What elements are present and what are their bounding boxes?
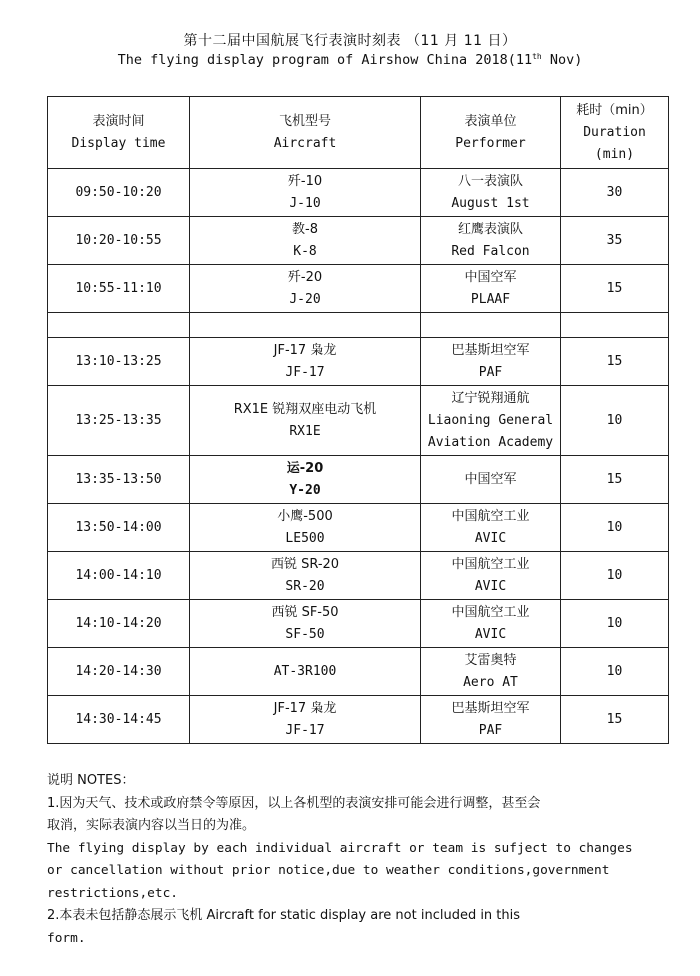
cell-performer-en: Aero AT — [463, 674, 518, 690]
cell-performer-en: Red Falcon — [451, 243, 530, 259]
cell-duration: 10 — [561, 552, 669, 600]
cell-performer-en: PAF — [478, 364, 503, 380]
header-duration-unit: (min) — [594, 146, 635, 162]
table-row — [48, 600, 669, 648]
title-english-suffix: Nov) — [541, 52, 583, 68]
note-1-en-line-3: restrictions,etc. — [47, 885, 178, 901]
cell-aircraft-zh: 歼-20 — [287, 269, 323, 285]
cell-duration: 15 — [561, 456, 669, 504]
cell-time: 14:20-14:30 — [48, 648, 190, 696]
cell-aircraft-zh: 教-8 — [292, 221, 318, 237]
cell-aircraft — [190, 386, 421, 456]
cell-duration: 35 — [561, 217, 669, 265]
table-row — [48, 265, 669, 313]
cell-performer — [421, 552, 561, 600]
cell-aircraft-zh: AT-3R100 — [273, 663, 337, 679]
cell-performer-zh: 八一表演队 — [457, 173, 523, 189]
cell-performer-en: PLAAF — [470, 291, 511, 307]
cell-performer — [421, 648, 561, 696]
cell-performer-en: AVIC — [474, 578, 507, 594]
note-1-en-line-2: or cancellation without prior notice,due to weather conditions,government — [47, 863, 610, 878]
cell-performer-en: Liaoning General — [427, 412, 554, 428]
cell-aircraft-en: J-10 — [289, 195, 321, 211]
cell-performer — [421, 217, 561, 265]
cell-time: 14:00-14:10 — [48, 552, 190, 600]
cell-time: 10:55-11:10 — [48, 265, 190, 313]
cell-aircraft-en: Y-20 — [289, 482, 321, 498]
cell-duration: 15 — [561, 696, 669, 744]
table-row — [48, 456, 669, 504]
header-duration-zh: 耗时（min） — [576, 102, 653, 118]
header-time — [48, 97, 190, 169]
title-english-sup: th — [532, 52, 542, 61]
schedule-table — [47, 96, 669, 744]
cell-duration: 30 — [561, 169, 669, 217]
table-row-blank — [48, 313, 669, 338]
cell-aircraft-en: JF-17 — [285, 364, 325, 380]
header-time-en: Display time — [71, 135, 166, 151]
cell-performer-zh: 红鹰表演队 — [457, 221, 523, 237]
table-header-row — [48, 97, 669, 169]
cell-time: 14:30-14:45 — [48, 696, 190, 744]
notes-section — [47, 770, 677, 950]
cell-duration: 10 — [561, 504, 669, 552]
header-time-zh: 表演时间 — [92, 113, 145, 129]
cell-aircraft-zh: 西锐 SR-20 — [270, 556, 340, 572]
cell-performer-zh: 巴基斯坦空军 — [451, 700, 530, 716]
title-english — [0, 52, 700, 68]
table-row — [48, 386, 669, 456]
note-1-en-line-1: The flying display by each individual aircraft or team is sufject to changes — [47, 840, 633, 856]
note-2-line-2: form. — [47, 930, 86, 946]
cell-aircraft-zh: RX1E 锐翔双座电动飞机 — [233, 401, 377, 417]
cell-performer-zh: 中国航空工业 — [451, 556, 530, 572]
cell-aircraft — [190, 265, 421, 313]
cell-performer — [421, 169, 561, 217]
cell-aircraft — [190, 169, 421, 217]
table-row — [48, 648, 669, 696]
cell-aircraft-zh: JF-17 枭龙 — [273, 700, 337, 716]
cell-time: 13:50-14:00 — [48, 504, 190, 552]
header-duration-en: Duration — [583, 124, 646, 140]
notes-heading: 说明 NOTES： — [47, 773, 135, 788]
header-duration — [561, 97, 669, 169]
cell-aircraft-en: K-8 — [293, 243, 317, 259]
cell-duration: 15 — [561, 338, 669, 386]
cell-aircraft-en: J-20 — [289, 291, 321, 307]
table-row — [48, 552, 669, 600]
cell-performer — [421, 504, 561, 552]
cell-performer-en: AVIC — [474, 530, 507, 546]
cell-performer — [421, 696, 561, 744]
title-english-main: The flying display program of Airshow China 2018(11 — [117, 52, 533, 68]
cell-performer-zh: 中国航空工业 — [451, 604, 530, 620]
cell-performer — [421, 338, 561, 386]
cell-performer-en: August 1st — [451, 195, 530, 211]
cell-aircraft — [190, 696, 421, 744]
cell-performer-zh: 中国航空工业 — [451, 508, 530, 524]
cell-duration — [561, 313, 669, 338]
cell-performer-zh: 艾雷奥特 — [464, 652, 517, 668]
cell-performer — [421, 313, 561, 338]
table-row — [48, 504, 669, 552]
title-chinese: 第十二届中国航展飞行表演时刻表 （11 月 11 日） — [183, 33, 517, 49]
cell-aircraft — [190, 217, 421, 265]
header-performer-en: Performer — [455, 135, 526, 151]
cell-performer-zh: 巴基斯坦空军 — [451, 342, 530, 358]
table-row — [48, 169, 669, 217]
cell-aircraft-zh: 歼-10 — [287, 173, 323, 189]
cell-aircraft — [190, 504, 421, 552]
cell-aircraft-zh: 运-20 — [286, 460, 324, 476]
header-performer-zh: 表演单位 — [464, 113, 517, 129]
cell-performer-en: PAF — [478, 722, 503, 738]
cell-aircraft-zh: 西锐 SF-50 — [271, 604, 339, 620]
cell-aircraft-en: SF-50 — [285, 626, 325, 642]
cell-performer-en-line2: Aviation Academy — [427, 434, 554, 450]
cell-time: 09:50-10:20 — [48, 169, 190, 217]
cell-aircraft — [190, 648, 421, 696]
cell-time: 13:35-13:50 — [48, 456, 190, 504]
table-row — [48, 696, 669, 744]
cell-time: 10:20-10:55 — [48, 217, 190, 265]
cell-duration: 10 — [561, 600, 669, 648]
header-aircraft — [190, 97, 421, 169]
cell-performer — [421, 600, 561, 648]
cell-performer-zh: 中国空军 — [464, 269, 517, 285]
cell-time: 13:10-13:25 — [48, 338, 190, 386]
cell-performer — [421, 386, 561, 456]
header-performer — [421, 97, 561, 169]
cell-time: 13:25-13:35 — [48, 386, 190, 456]
cell-duration: 10 — [561, 386, 669, 456]
header-aircraft-zh: 飞机型号 — [278, 113, 331, 129]
cell-aircraft-zh: JF-17 枭龙 — [273, 342, 337, 358]
cell-performer-zh: 中国空军 — [464, 471, 517, 487]
header-aircraft-en: Aircraft — [273, 135, 337, 151]
cell-time: 14:10-14:20 — [48, 600, 190, 648]
cell-performer — [421, 265, 561, 313]
cell-time — [48, 313, 190, 338]
cell-aircraft — [190, 338, 421, 386]
cell-performer — [421, 456, 561, 504]
cell-aircraft — [190, 456, 421, 504]
cell-aircraft-en: LE500 — [285, 530, 325, 546]
table-row — [48, 338, 669, 386]
cell-performer-zh: 辽宁锐翔通航 — [451, 390, 530, 406]
note-2-line-1: 2.本表未包括静态展示飞机 Aircraft for static display are not included in this — [47, 908, 521, 923]
cell-performer-en: AVIC — [474, 626, 507, 642]
cell-duration: 10 — [561, 648, 669, 696]
table-row — [48, 217, 669, 265]
cell-aircraft-en: SR-20 — [285, 578, 325, 594]
cell-duration: 15 — [561, 265, 669, 313]
note-1-zh-line-2: 取消，实际表演内容以当日的为准。 — [47, 818, 256, 833]
cell-aircraft-zh: 小鹰-500 — [277, 508, 333, 524]
cell-aircraft-en: JF-17 — [285, 722, 325, 738]
cell-aircraft — [190, 313, 421, 338]
cell-aircraft — [190, 552, 421, 600]
cell-aircraft — [190, 600, 421, 648]
note-1-zh-line-1: 1.因为天气、技术或政府禁令等原因，以上各机型的表演安排可能会进行调整，甚至会 — [47, 795, 541, 811]
cell-aircraft-en: RX1E — [289, 423, 321, 439]
